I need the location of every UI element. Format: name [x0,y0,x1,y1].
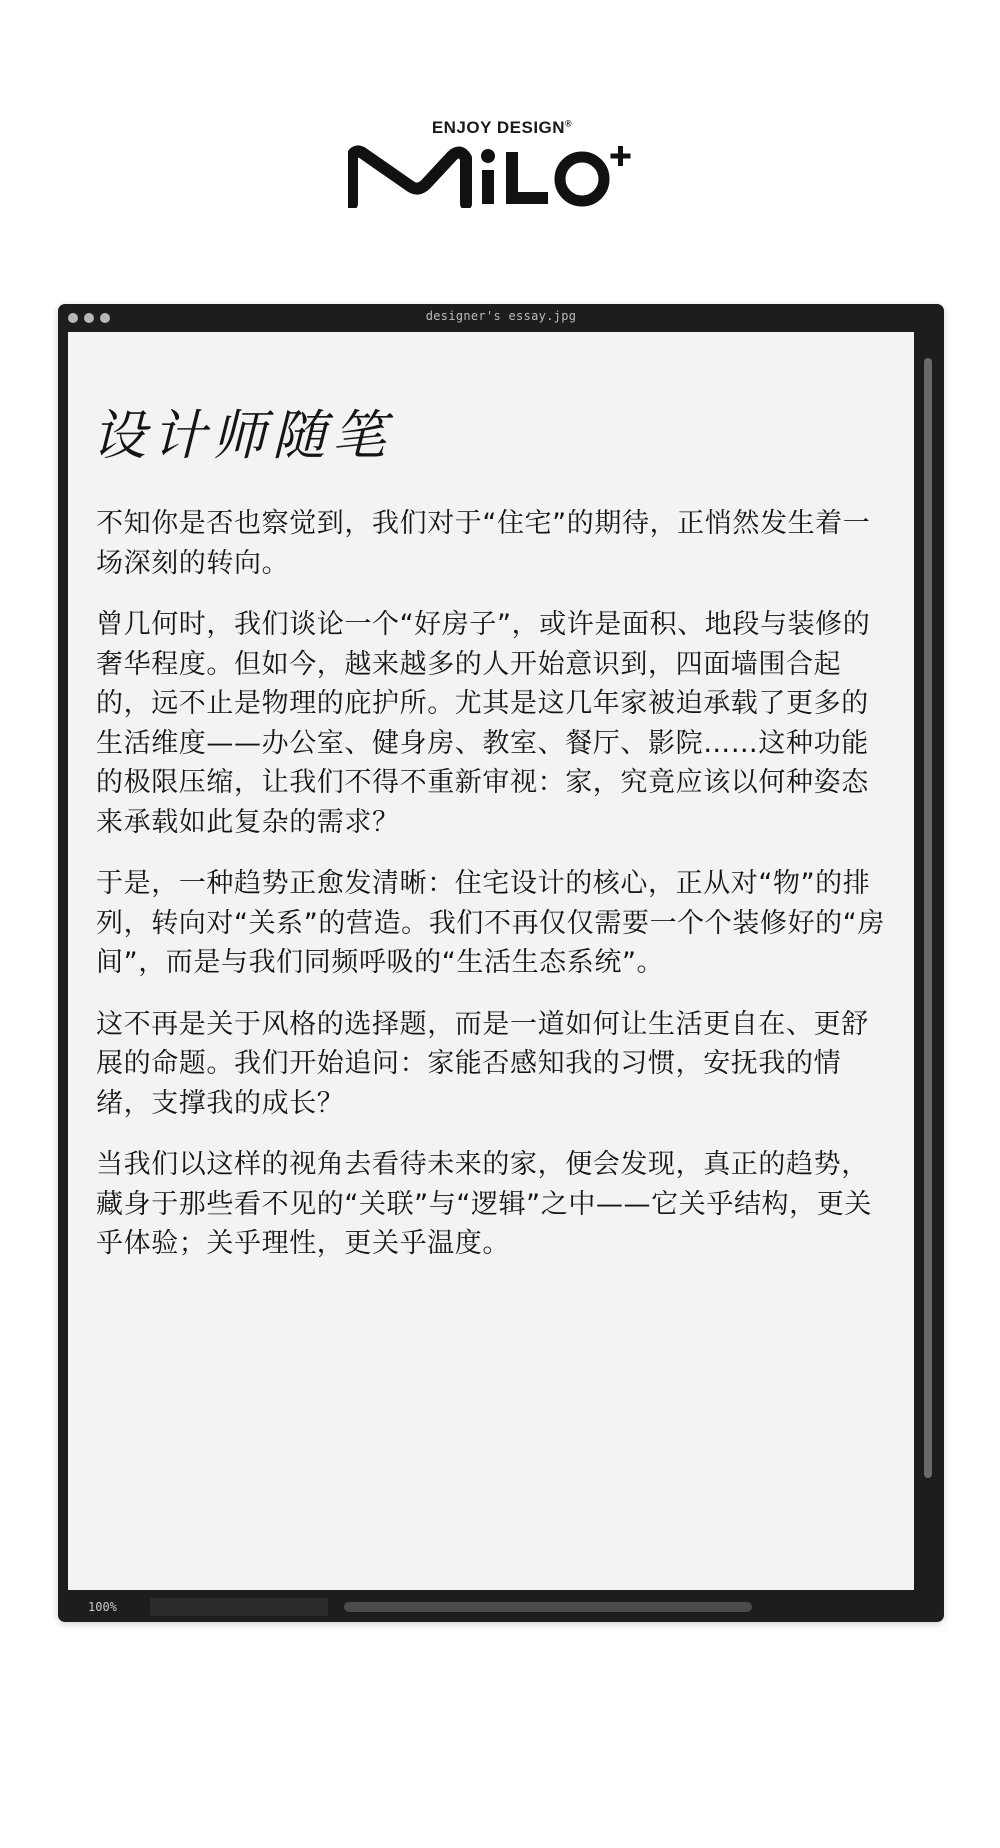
essay-paragraph: 当我们以这样的视角去看待未来的家，便会发现，真正的趋势，藏身于那些看不见的“关联”与“逻辑”之中——它关乎结构，更关乎体验；关乎理性，更关乎温度。 [96,1149,872,1259]
window-title: designer's essay.jpg [425,309,577,323]
image-viewer-window [58,304,944,1622]
zoom-level[interactable]: 100% [88,1600,117,1614]
essay-title [92,396,592,476]
essay-paragraph: 于是，一种趋势正愈发清晰：住宅设计的核心，正从对“物”的排列，转向对“关系”的营造。我们不再仅仅需要一个个装修好的“房间”，而是与我们同频呼吸的“生活生态系统”。 [96,868,885,978]
status-bar [58,1592,944,1620]
window-titlebar[interactable] [58,304,944,330]
document-canvas [68,332,914,1590]
vertical-scrollbar[interactable] [924,358,932,1478]
milo-logo [348,142,648,208]
essay-paragraph: 这不再是关于风格的选择题，而是一道如何让生活更自在、更舒展的命题。我们开始追问：家能否感知我的习惯，安抚我的情绪，支撑我的成长？ [96,1008,869,1119]
brand-header [0,118,1000,138]
essay-paragraph: 曾几何时，我们谈论一个“好房子”，或许是面积、地段与装修的奢华程度。但如今，越来越多的人开始意识到，四面墙围合起的，远不止是物理的庇护所。尤其是这几年家被迫承载了更多的生活维度——办公室、健身房、教室、餐厅、影院……这种功能的极限压缩，让我们不得不重新审视：家，究竟应该以何种姿态来承载如此复杂的需求？ [96,609,871,838]
svg-text:设计师随笔: 设计师随笔 [92,404,392,467]
essay-body [96,504,888,1286]
essay-paragraph: 不知你是否也察觉到，我们对于“住宅”的期待，正悄然发生着一场深刻的转向。 [96,508,871,579]
brand-tagline: ENJOY DESIGN® [431,118,573,137]
horizontal-scrollbar[interactable] [344,1602,752,1612]
status-field [150,1598,328,1616]
